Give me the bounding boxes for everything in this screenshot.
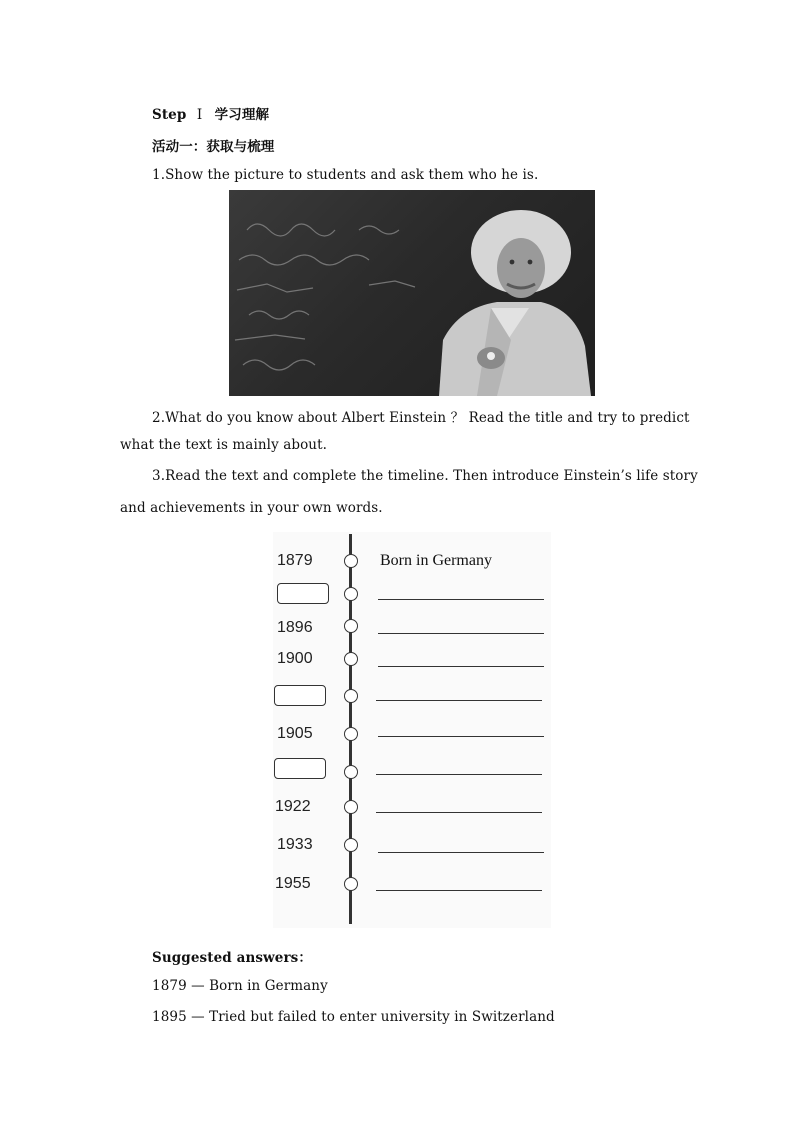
- instruction-2b: what the text is mainly about.: [120, 437, 328, 453]
- einstein-photo: [229, 190, 595, 396]
- step-heading: [152, 103, 269, 123]
- timeline-node: [344, 877, 358, 891]
- answers-heading: Suggested answers：: [152, 950, 312, 966]
- einstein-illustration: [229, 190, 595, 396]
- timeline-node: [344, 800, 358, 814]
- timeline-node: [344, 838, 358, 852]
- year-blank-box[interactable]: [277, 583, 329, 604]
- timeline-node: [344, 652, 358, 666]
- instruction-3a: 3.Read the text and complete the timeline. Then introduce Einstein’s life story: [152, 468, 698, 484]
- instruction-2a: 2.What do you know about Albert Einstein ？ Read the title and try to predict: [152, 410, 690, 426]
- year-blank-box[interactable]: [274, 685, 326, 706]
- event-blank[interactable]: [376, 774, 542, 775]
- timeline-year: 1905: [277, 725, 313, 742]
- timeline-node: [344, 619, 358, 633]
- event-blank[interactable]: [376, 812, 542, 813]
- step-label: Step: [152, 107, 187, 123]
- timeline-node: [344, 765, 358, 779]
- timeline-node: [344, 689, 358, 703]
- year-blank-box[interactable]: [274, 758, 326, 779]
- timeline-year: 1900: [277, 650, 313, 667]
- answer-line: 1895 — Tried but failed to enter university in Switzerland: [152, 1009, 555, 1025]
- answer-line: 1879 — Born in Germany: [152, 978, 328, 994]
- timeline-year: 1955: [275, 875, 311, 892]
- event-blank[interactable]: [378, 599, 544, 600]
- event-blank[interactable]: [378, 852, 544, 853]
- step-title: 学习理解: [214, 107, 270, 123]
- instruction-1: 1.Show the picture to students and ask them who he is.: [152, 167, 539, 183]
- timeline-year: 1933: [277, 836, 313, 853]
- activity-title: 活动一：获取与梳理: [152, 139, 275, 155]
- timeline-node: [344, 554, 358, 568]
- timeline-node: [344, 587, 358, 601]
- timeline-year: 1879: [277, 552, 313, 569]
- event-blank[interactable]: [376, 700, 542, 701]
- timeline-year: 1922: [275, 798, 311, 815]
- instruction-3b: and achievements in your own words.: [120, 500, 383, 516]
- event-blank[interactable]: [376, 890, 542, 891]
- step-numeral: Ⅰ: [196, 107, 203, 123]
- event-blank[interactable]: [378, 633, 544, 634]
- timeline-event: Born in Germany: [380, 552, 492, 569]
- event-blank[interactable]: [378, 736, 544, 737]
- event-blank[interactable]: [378, 666, 544, 667]
- timeline-year: 1896: [277, 619, 313, 636]
- timeline-node: [344, 727, 358, 741]
